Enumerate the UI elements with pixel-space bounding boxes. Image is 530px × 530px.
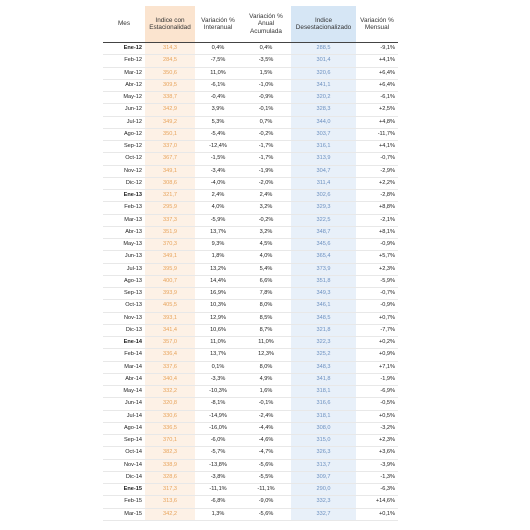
cell-indice-desestacionalizado: 321,8 bbox=[291, 324, 356, 336]
cell-mes: Abr-13 bbox=[103, 226, 145, 238]
cell-variacion-anual-acumulada: 4,5% bbox=[241, 239, 291, 251]
cell-indice-desestacionalizado: 315,0 bbox=[291, 435, 356, 447]
cell-variacion-anual-acumulada: -9,0% bbox=[241, 496, 291, 508]
table-row bbox=[103, 226, 398, 238]
cell-variacion-interanual: -6,1% bbox=[195, 79, 241, 91]
cell-indice-estacionalidad: 350,1 bbox=[145, 128, 195, 140]
cell-variacion-interanual: 12,9% bbox=[195, 312, 241, 324]
table-row bbox=[103, 153, 398, 165]
table-row bbox=[103, 508, 398, 520]
cell-mes: May-12 bbox=[103, 92, 145, 104]
table-row bbox=[103, 128, 398, 140]
cell-indice-estacionalidad: 405,5 bbox=[145, 300, 195, 312]
cell-variacion-anual-acumulada: 0,4% bbox=[241, 43, 291, 55]
cell-indice-estacionalidad: 308,6 bbox=[145, 177, 195, 189]
cell-mes: Feb-13 bbox=[103, 202, 145, 214]
cell-indice-desestacionalizado: 346,1 bbox=[291, 300, 356, 312]
table-row bbox=[103, 43, 398, 55]
cell-mes: Feb-14 bbox=[103, 349, 145, 361]
cell-variacion-interanual: 4,0% bbox=[195, 202, 241, 214]
cell-indice-estacionalidad: 395,9 bbox=[145, 263, 195, 275]
table-row bbox=[103, 300, 398, 312]
cell-variacion-interanual: -11,1% bbox=[195, 484, 241, 496]
cell-variacion-mensual: -0,9% bbox=[356, 300, 398, 312]
cell-indice-desestacionalizado: 345,6 bbox=[291, 239, 356, 251]
cell-mes: Nov-12 bbox=[103, 165, 145, 177]
cell-variacion-anual-acumulada: 3,2% bbox=[241, 226, 291, 238]
cell-variacion-mensual: -6,3% bbox=[356, 484, 398, 496]
cell-indice-desestacionalizado: 316,6 bbox=[291, 398, 356, 410]
cell-indice-desestacionalizado: 365,4 bbox=[291, 251, 356, 263]
cell-variacion-interanual: 10,6% bbox=[195, 324, 241, 336]
cell-variacion-interanual: 1,8% bbox=[195, 251, 241, 263]
cell-indice-estacionalidad: 370,3 bbox=[145, 239, 195, 251]
cell-mes: Dic-12 bbox=[103, 177, 145, 189]
cell-mes: May-13 bbox=[103, 239, 145, 251]
cell-mes: Ene-14 bbox=[103, 337, 145, 349]
cell-variacion-interanual: -6,8% bbox=[195, 496, 241, 508]
cell-mes: Mar-13 bbox=[103, 214, 145, 226]
cell-variacion-interanual: -7,5% bbox=[195, 55, 241, 67]
table-row bbox=[103, 202, 398, 214]
table-row bbox=[103, 263, 398, 275]
cell-variacion-mensual: +4,1% bbox=[356, 141, 398, 153]
cell-variacion-anual-acumulada: -1,9% bbox=[241, 165, 291, 177]
cell-mes: Sep-13 bbox=[103, 288, 145, 300]
cell-variacion-interanual: 13,7% bbox=[195, 226, 241, 238]
table-row bbox=[103, 361, 398, 373]
cell-mes: Jun-13 bbox=[103, 251, 145, 263]
cell-indice-estacionalidad: 284,5 bbox=[145, 55, 195, 67]
cell-variacion-mensual: -11,7% bbox=[356, 128, 398, 140]
cell-variacion-interanual: 11,0% bbox=[195, 337, 241, 349]
cell-indice-estacionalidad: 367,7 bbox=[145, 153, 195, 165]
cell-variacion-mensual: +4,1% bbox=[356, 55, 398, 67]
table-row bbox=[103, 214, 398, 226]
cell-indice-estacionalidad: 337,6 bbox=[145, 361, 195, 373]
cell-variacion-mensual: -5,9% bbox=[356, 275, 398, 287]
cell-variacion-anual-acumulada: 8,7% bbox=[241, 324, 291, 336]
cell-variacion-anual-acumulada: 12,3% bbox=[241, 349, 291, 361]
cell-indice-desestacionalizado: 328,3 bbox=[291, 104, 356, 116]
cell-variacion-interanual: -12,4% bbox=[195, 141, 241, 153]
cell-variacion-anual-acumulada: 2,4% bbox=[241, 190, 291, 202]
cell-indice-estacionalidad: 349,1 bbox=[145, 251, 195, 263]
cell-variacion-mensual: -2,8% bbox=[356, 190, 398, 202]
cell-indice-estacionalidad: 337,3 bbox=[145, 214, 195, 226]
cell-indice-estacionalidad: 400,7 bbox=[145, 275, 195, 287]
table-row bbox=[103, 410, 398, 422]
cell-variacion-interanual: 11,0% bbox=[195, 67, 241, 79]
cell-variacion-anual-acumulada: 5,4% bbox=[241, 263, 291, 275]
cell-variacion-interanual: 5,3% bbox=[195, 116, 241, 128]
cell-mes: Abr-14 bbox=[103, 373, 145, 385]
cell-indice-estacionalidad: 341,4 bbox=[145, 324, 195, 336]
cell-variacion-mensual: +7,1% bbox=[356, 361, 398, 373]
cell-indice-desestacionalizado: 341,8 bbox=[291, 373, 356, 385]
cell-indice-desestacionalizado: 326,3 bbox=[291, 447, 356, 459]
table-row bbox=[103, 177, 398, 189]
cell-indice-desestacionalizado: 348,7 bbox=[291, 226, 356, 238]
cell-mes: Jul-12 bbox=[103, 116, 145, 128]
cell-variacion-anual-acumulada: 7,8% bbox=[241, 288, 291, 300]
cell-indice-estacionalidad: 313,6 bbox=[145, 496, 195, 508]
cell-indice-desestacionalizado: 290,0 bbox=[291, 484, 356, 496]
cell-mes: Ago-13 bbox=[103, 275, 145, 287]
cell-variacion-interanual: 2,4% bbox=[195, 190, 241, 202]
cell-indice-desestacionalizado: 308,0 bbox=[291, 422, 356, 434]
cell-mes: Nov-13 bbox=[103, 312, 145, 324]
cell-variacion-anual-acumulada: -1,7% bbox=[241, 153, 291, 165]
cell-indice-estacionalidad: 349,1 bbox=[145, 165, 195, 177]
cell-variacion-interanual: -5,7% bbox=[195, 447, 241, 459]
table-body bbox=[103, 43, 398, 521]
cell-variacion-anual-acumulada: 1,6% bbox=[241, 386, 291, 398]
header-indice-desestacionalizado: Indice Desestacionalizado bbox=[291, 6, 356, 43]
table-row bbox=[103, 496, 398, 508]
cell-variacion-anual-acumulada: -4,7% bbox=[241, 447, 291, 459]
cell-variacion-anual-acumulada: -4,6% bbox=[241, 435, 291, 447]
table-row bbox=[103, 67, 398, 79]
table-row bbox=[103, 288, 398, 300]
cell-indice-desestacionalizado: 322,3 bbox=[291, 337, 356, 349]
cell-indice-estacionalidad: 337,0 bbox=[145, 141, 195, 153]
cell-variacion-anual-acumulada: -5,6% bbox=[241, 459, 291, 471]
cell-variacion-anual-acumulada: -4,4% bbox=[241, 422, 291, 434]
cell-indice-desestacionalizado: 313,7 bbox=[291, 459, 356, 471]
table-row bbox=[103, 104, 398, 116]
cell-variacion-mensual: +5,7% bbox=[356, 251, 398, 263]
cell-mes: Ago-14 bbox=[103, 422, 145, 434]
cell-variacion-interanual: -5,9% bbox=[195, 214, 241, 226]
cell-indice-desestacionalizado: 349,3 bbox=[291, 288, 356, 300]
cell-variacion-anual-acumulada: -5,6% bbox=[241, 508, 291, 520]
cell-variacion-interanual: 3,9% bbox=[195, 104, 241, 116]
table-row bbox=[103, 55, 398, 67]
cell-variacion-interanual: 0,4% bbox=[195, 43, 241, 55]
cell-variacion-mensual: +2,3% bbox=[356, 263, 398, 275]
cell-mes: Mar-12 bbox=[103, 67, 145, 79]
cell-variacion-interanual: 10,3% bbox=[195, 300, 241, 312]
table-row bbox=[103, 239, 398, 251]
cell-indice-desestacionalizado: 322,5 bbox=[291, 214, 356, 226]
cell-mes: Ene-12 bbox=[103, 43, 145, 55]
cell-indice-estacionalidad: 349,2 bbox=[145, 116, 195, 128]
cell-variacion-interanual: -8,1% bbox=[195, 398, 241, 410]
table-row bbox=[103, 471, 398, 483]
cell-indice-desestacionalizado: 318,1 bbox=[291, 386, 356, 398]
cell-variacion-interanual: -3,4% bbox=[195, 165, 241, 177]
cell-variacion-interanual: 1,3% bbox=[195, 508, 241, 520]
table-row bbox=[103, 484, 398, 496]
table-row bbox=[103, 79, 398, 91]
cell-variacion-mensual: +2,3% bbox=[356, 435, 398, 447]
cell-indice-estacionalidad: 370,1 bbox=[145, 435, 195, 447]
data-table-container bbox=[103, 6, 398, 521]
table-header bbox=[103, 6, 398, 43]
cell-mes: Dic-13 bbox=[103, 324, 145, 336]
cell-indice-desestacionalizado: 301,4 bbox=[291, 55, 356, 67]
cell-variacion-anual-acumulada: 11,0% bbox=[241, 337, 291, 349]
cell-indice-estacionalidad: 357,0 bbox=[145, 337, 195, 349]
cell-indice-desestacionalizado: 313,9 bbox=[291, 153, 356, 165]
cell-indice-desestacionalizado: 303,7 bbox=[291, 128, 356, 140]
cell-variacion-mensual: -3,2% bbox=[356, 422, 398, 434]
header-variacion-anual-acumulada: Variación % Anual Acumulada bbox=[249, 12, 283, 35]
cell-mes: Abr-12 bbox=[103, 79, 145, 91]
cell-indice-estacionalidad: 317,3 bbox=[145, 484, 195, 496]
cell-variacion-anual-acumulada: 0,7% bbox=[241, 116, 291, 128]
cell-indice-estacionalidad: 321,7 bbox=[145, 190, 195, 202]
cell-variacion-anual-acumulada: -2,0% bbox=[241, 177, 291, 189]
cell-variacion-interanual: -0,4% bbox=[195, 92, 241, 104]
cell-indice-desestacionalizado: 320,6 bbox=[291, 67, 356, 79]
cell-variacion-anual-acumulada: -1,0% bbox=[241, 79, 291, 91]
cell-variacion-anual-acumulada: -2,4% bbox=[241, 410, 291, 422]
cell-indice-estacionalidad: 350,6 bbox=[145, 67, 195, 79]
cell-variacion-anual-acumulada: 6,6% bbox=[241, 275, 291, 287]
cell-indice-estacionalidad: 328,6 bbox=[145, 471, 195, 483]
table-row bbox=[103, 349, 398, 361]
cell-variacion-interanual: 14,4% bbox=[195, 275, 241, 287]
cell-mes: Mar-15 bbox=[103, 508, 145, 520]
cell-variacion-mensual: +8,1% bbox=[356, 226, 398, 238]
cell-variacion-mensual: +0,5% bbox=[356, 410, 398, 422]
cell-variacion-mensual: +8,8% bbox=[356, 202, 398, 214]
cell-indice-estacionalidad: 309,5 bbox=[145, 79, 195, 91]
cell-mes: Sep-14 bbox=[103, 435, 145, 447]
cell-variacion-anual-acumulada: 8,0% bbox=[241, 361, 291, 373]
cell-variacion-interanual: 13,7% bbox=[195, 349, 241, 361]
cell-variacion-mensual: -6,9% bbox=[356, 386, 398, 398]
cell-variacion-interanual: -3,8% bbox=[195, 471, 241, 483]
header-variacion-interanual: Variación % Interanual bbox=[201, 16, 235, 31]
cell-mes: Jun-12 bbox=[103, 104, 145, 116]
cell-variacion-interanual: -1,5% bbox=[195, 153, 241, 165]
cell-variacion-interanual: 13,2% bbox=[195, 263, 241, 275]
cell-indice-estacionalidad: 330,6 bbox=[145, 410, 195, 422]
table-row bbox=[103, 373, 398, 385]
cell-variacion-anual-acumulada: -0,2% bbox=[241, 214, 291, 226]
cell-indice-estacionalidad: 338,9 bbox=[145, 459, 195, 471]
cell-mes: Feb-15 bbox=[103, 496, 145, 508]
cell-indice-estacionalidad: 314,3 bbox=[145, 43, 195, 55]
cell-variacion-interanual: -3,3% bbox=[195, 373, 241, 385]
cell-variacion-anual-acumulada: -0,9% bbox=[241, 92, 291, 104]
cell-mes: Sep-12 bbox=[103, 141, 145, 153]
table-row bbox=[103, 92, 398, 104]
cell-variacion-interanual: 0,1% bbox=[195, 361, 241, 373]
cell-indice-desestacionalizado: 351,8 bbox=[291, 275, 356, 287]
cell-variacion-interanual: 9,3% bbox=[195, 239, 241, 251]
cell-variacion-mensual: +2,5% bbox=[356, 104, 398, 116]
cell-indice-desestacionalizado: 302,6 bbox=[291, 190, 356, 202]
cell-variacion-anual-acumulada: -0,1% bbox=[241, 104, 291, 116]
table-row bbox=[103, 435, 398, 447]
cell-variacion-mensual: +4,8% bbox=[356, 116, 398, 128]
cell-indice-desestacionalizado: 311,4 bbox=[291, 177, 356, 189]
monthly-index-table bbox=[103, 6, 398, 521]
cell-variacion-anual-acumulada: -0,2% bbox=[241, 128, 291, 140]
header-variacion-mensual: Variación % Mensual bbox=[360, 16, 394, 31]
cell-mes: Mar-14 bbox=[103, 361, 145, 373]
cell-variacion-mensual: +14,6% bbox=[356, 496, 398, 508]
cell-indice-estacionalidad: 342,2 bbox=[145, 508, 195, 520]
table-row bbox=[103, 324, 398, 336]
cell-variacion-anual-acumulada: 4,9% bbox=[241, 373, 291, 385]
cell-indice-desestacionalizado: 304,7 bbox=[291, 165, 356, 177]
header-indice-estacionalidad: Indice con Estacionalidad bbox=[145, 6, 195, 43]
cell-indice-estacionalidad: 351,9 bbox=[145, 226, 195, 238]
cell-indice-estacionalidad: 340,4 bbox=[145, 373, 195, 385]
cell-indice-estacionalidad: 332,2 bbox=[145, 386, 195, 398]
cell-variacion-interanual: -5,4% bbox=[195, 128, 241, 140]
cell-mes: Oct-13 bbox=[103, 300, 145, 312]
cell-variacion-anual-acumulada: -3,5% bbox=[241, 55, 291, 67]
cell-variacion-mensual: -2,1% bbox=[356, 214, 398, 226]
cell-variacion-mensual: +0,9% bbox=[356, 349, 398, 361]
table-row bbox=[103, 165, 398, 177]
cell-variacion-interanual: -14,9% bbox=[195, 410, 241, 422]
table-row bbox=[103, 312, 398, 324]
cell-mes: Ene-13 bbox=[103, 190, 145, 202]
cell-mes: Oct-12 bbox=[103, 153, 145, 165]
cell-variacion-interanual: 16,9% bbox=[195, 288, 241, 300]
table-row bbox=[103, 275, 398, 287]
cell-indice-estacionalidad: 382,3 bbox=[145, 447, 195, 459]
cell-indice-estacionalidad: 342,9 bbox=[145, 104, 195, 116]
table-row bbox=[103, 337, 398, 349]
cell-variacion-mensual: +0,7% bbox=[356, 312, 398, 324]
table-row bbox=[103, 141, 398, 153]
table-row bbox=[103, 116, 398, 128]
cell-variacion-mensual: +2,2% bbox=[356, 177, 398, 189]
table-row bbox=[103, 422, 398, 434]
cell-variacion-anual-acumulada: -0,1% bbox=[241, 398, 291, 410]
cell-indice-estacionalidad: 393,1 bbox=[145, 312, 195, 324]
cell-mes: Ago-12 bbox=[103, 128, 145, 140]
cell-variacion-anual-acumulada: -1,7% bbox=[241, 141, 291, 153]
cell-variacion-interanual: -13,8% bbox=[195, 459, 241, 471]
cell-variacion-anual-acumulada: 4,0% bbox=[241, 251, 291, 263]
cell-variacion-mensual: -1,3% bbox=[356, 471, 398, 483]
cell-indice-desestacionalizado: 329,3 bbox=[291, 202, 356, 214]
cell-indice-desestacionalizado: 320,2 bbox=[291, 92, 356, 104]
cell-variacion-mensual: +3,6% bbox=[356, 447, 398, 459]
cell-variacion-mensual: -2,9% bbox=[356, 165, 398, 177]
cell-mes: Dic-14 bbox=[103, 471, 145, 483]
cell-variacion-mensual: -9,1% bbox=[356, 43, 398, 55]
cell-indice-desestacionalizado: 309,7 bbox=[291, 471, 356, 483]
cell-variacion-interanual: -10,3% bbox=[195, 386, 241, 398]
cell-variacion-mensual: -0,7% bbox=[356, 288, 398, 300]
table-row bbox=[103, 459, 398, 471]
cell-indice-estacionalidad: 336,4 bbox=[145, 349, 195, 361]
cell-indice-estacionalidad: 295,9 bbox=[145, 202, 195, 214]
cell-indice-desestacionalizado: 341,1 bbox=[291, 79, 356, 91]
cell-variacion-interanual: -4,0% bbox=[195, 177, 241, 189]
cell-variacion-mensual: +0,1% bbox=[356, 508, 398, 520]
table-row bbox=[103, 398, 398, 410]
cell-mes: Nov-14 bbox=[103, 459, 145, 471]
cell-variacion-mensual: +6,4% bbox=[356, 67, 398, 79]
cell-indice-desestacionalizado: 348,5 bbox=[291, 312, 356, 324]
cell-indice-desestacionalizado: 332,7 bbox=[291, 508, 356, 520]
cell-variacion-mensual: -6,1% bbox=[356, 92, 398, 104]
cell-variacion-anual-acumulada: 3,2% bbox=[241, 202, 291, 214]
cell-variacion-mensual: -1,9% bbox=[356, 373, 398, 385]
cell-indice-desestacionalizado: 373,9 bbox=[291, 263, 356, 275]
cell-indice-desestacionalizado: 288,5 bbox=[291, 43, 356, 55]
cell-indice-desestacionalizado: 348,3 bbox=[291, 361, 356, 373]
cell-indice-estacionalidad: 320,8 bbox=[145, 398, 195, 410]
cell-variacion-mensual: -0,9% bbox=[356, 239, 398, 251]
cell-indice-desestacionalizado: 318,1 bbox=[291, 410, 356, 422]
cell-variacion-interanual: -6,0% bbox=[195, 435, 241, 447]
cell-mes: Jun-14 bbox=[103, 398, 145, 410]
cell-mes: Oct-14 bbox=[103, 447, 145, 459]
cell-variacion-mensual: -3,9% bbox=[356, 459, 398, 471]
cell-indice-estacionalidad: 338,7 bbox=[145, 92, 195, 104]
cell-variacion-mensual: -0,5% bbox=[356, 398, 398, 410]
cell-variacion-interanual: -16,0% bbox=[195, 422, 241, 434]
table-row bbox=[103, 447, 398, 459]
cell-variacion-mensual: +0,2% bbox=[356, 337, 398, 349]
cell-indice-desestacionalizado: 344,0 bbox=[291, 116, 356, 128]
cell-variacion-anual-acumulada: -5,5% bbox=[241, 471, 291, 483]
cell-indice-estacionalidad: 336,5 bbox=[145, 422, 195, 434]
cell-mes: Jul-14 bbox=[103, 410, 145, 422]
cell-variacion-anual-acumulada: 8,5% bbox=[241, 312, 291, 324]
cell-mes: Ene-15 bbox=[103, 484, 145, 496]
cell-mes: Feb-12 bbox=[103, 55, 145, 67]
cell-variacion-mensual: -7,7% bbox=[356, 324, 398, 336]
cell-variacion-anual-acumulada: 8,0% bbox=[241, 300, 291, 312]
cell-variacion-anual-acumulada: -11,1% bbox=[241, 484, 291, 496]
cell-indice-desestacionalizado: 332,3 bbox=[291, 496, 356, 508]
cell-mes: Jul-13 bbox=[103, 263, 145, 275]
cell-variacion-mensual: +6,4% bbox=[356, 79, 398, 91]
cell-indice-desestacionalizado: 325,2 bbox=[291, 349, 356, 361]
cell-indice-desestacionalizado: 316,1 bbox=[291, 141, 356, 153]
header-row bbox=[103, 6, 398, 43]
cell-mes: May-14 bbox=[103, 386, 145, 398]
cell-variacion-anual-acumulada: 1,5% bbox=[241, 67, 291, 79]
cell-variacion-mensual: -0,7% bbox=[356, 153, 398, 165]
table-row bbox=[103, 251, 398, 263]
cell-indice-estacionalidad: 393,9 bbox=[145, 288, 195, 300]
table-row bbox=[103, 190, 398, 202]
table-row bbox=[103, 386, 398, 398]
header-mes: Mes bbox=[117, 20, 131, 28]
